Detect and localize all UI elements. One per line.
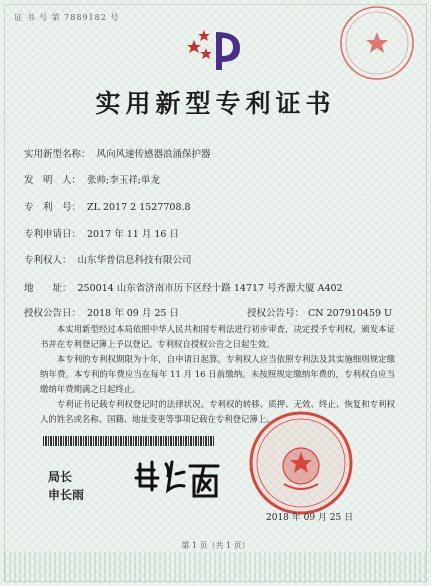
inventor-row	[24, 172, 160, 186]
grant-number-row	[247, 305, 392, 319]
director-title: 局长	[48, 470, 73, 484]
paragraph-grant: 本实用新型经过本局依照中华人民共和国专利法进行初步审查，决定授予专利权，颁发本证书并在专利登记簿上予以登记。专利权自授权公告之日起生效。	[40, 324, 395, 349]
certificate-title: 实用新型专利证书	[95, 89, 336, 118]
field-value: CN 207910459 U	[308, 308, 393, 319]
field-value: 250014 山东省济南市历下区经十路 14717 号齐源大厦 A402	[77, 283, 343, 294]
field-value: 山东华普信息科技有限公司	[77, 255, 192, 266]
page-footer: 第 1 页（共 1 页）	[181, 541, 250, 550]
barcode	[43, 436, 215, 446]
field-label: 授权公告号：	[247, 308, 305, 319]
director-name: 申长雨	[48, 488, 85, 502]
grant-date-row	[24, 305, 179, 319]
seal-date: 2018 年 09 月 25 日	[266, 513, 354, 523]
field-value: 2017 年 11 月 16 日	[87, 229, 179, 240]
utility-model-name-row	[24, 146, 211, 160]
filing-date-row	[24, 226, 179, 240]
patent-number-row	[24, 199, 191, 213]
certificate-number: 证 书 号 第 7889182 号	[14, 13, 120, 22]
decorative-band	[4, 552, 427, 582]
patentee-row	[24, 252, 192, 266]
field-label: 实用新型名称：	[24, 149, 91, 160]
field-label: 专 利 号：	[24, 202, 82, 213]
field-label: 地 址：	[24, 283, 72, 294]
address-row	[24, 280, 343, 294]
field-label: 发 明 人：	[24, 175, 82, 186]
field-value: 2018 年 09 月 25 日	[87, 308, 179, 319]
national-seal-icon	[246, 408, 356, 518]
paragraph-term: 本专利的专利权期限为十年，自申请日起算。专利权人应当依照专利法及其实施细则规定缴纳年费。本专利的年费应当在每年 11 月 16 日前缴纳。未按照规定缴纳年费的，专利权自应当缴纳年费期满之日起终止。	[40, 354, 395, 394]
cnipa-logo-icon	[188, 24, 250, 74]
office-seal-icon	[336, 2, 418, 84]
field-label: 专利权人：	[24, 255, 72, 266]
handwritten-signature-icon	[132, 456, 222, 502]
field-value: 张帅;李玉祥;单龙	[87, 175, 160, 186]
field-value: ZL 2017 2 1527708.8	[87, 202, 191, 213]
field-value: 风向风速传感器浪涌保护器	[96, 149, 211, 160]
field-label: 专利申请日：	[24, 229, 82, 240]
field-label: 授权公告日：	[24, 308, 82, 319]
paragraph-legal-status: 专利证书记载专利权登记时的法律状况。专利权的转移、质押、无效、终止、恢复和专利权人的姓名或名称、国籍、地址变更等事项记载在专利登记簿上。	[40, 399, 395, 424]
